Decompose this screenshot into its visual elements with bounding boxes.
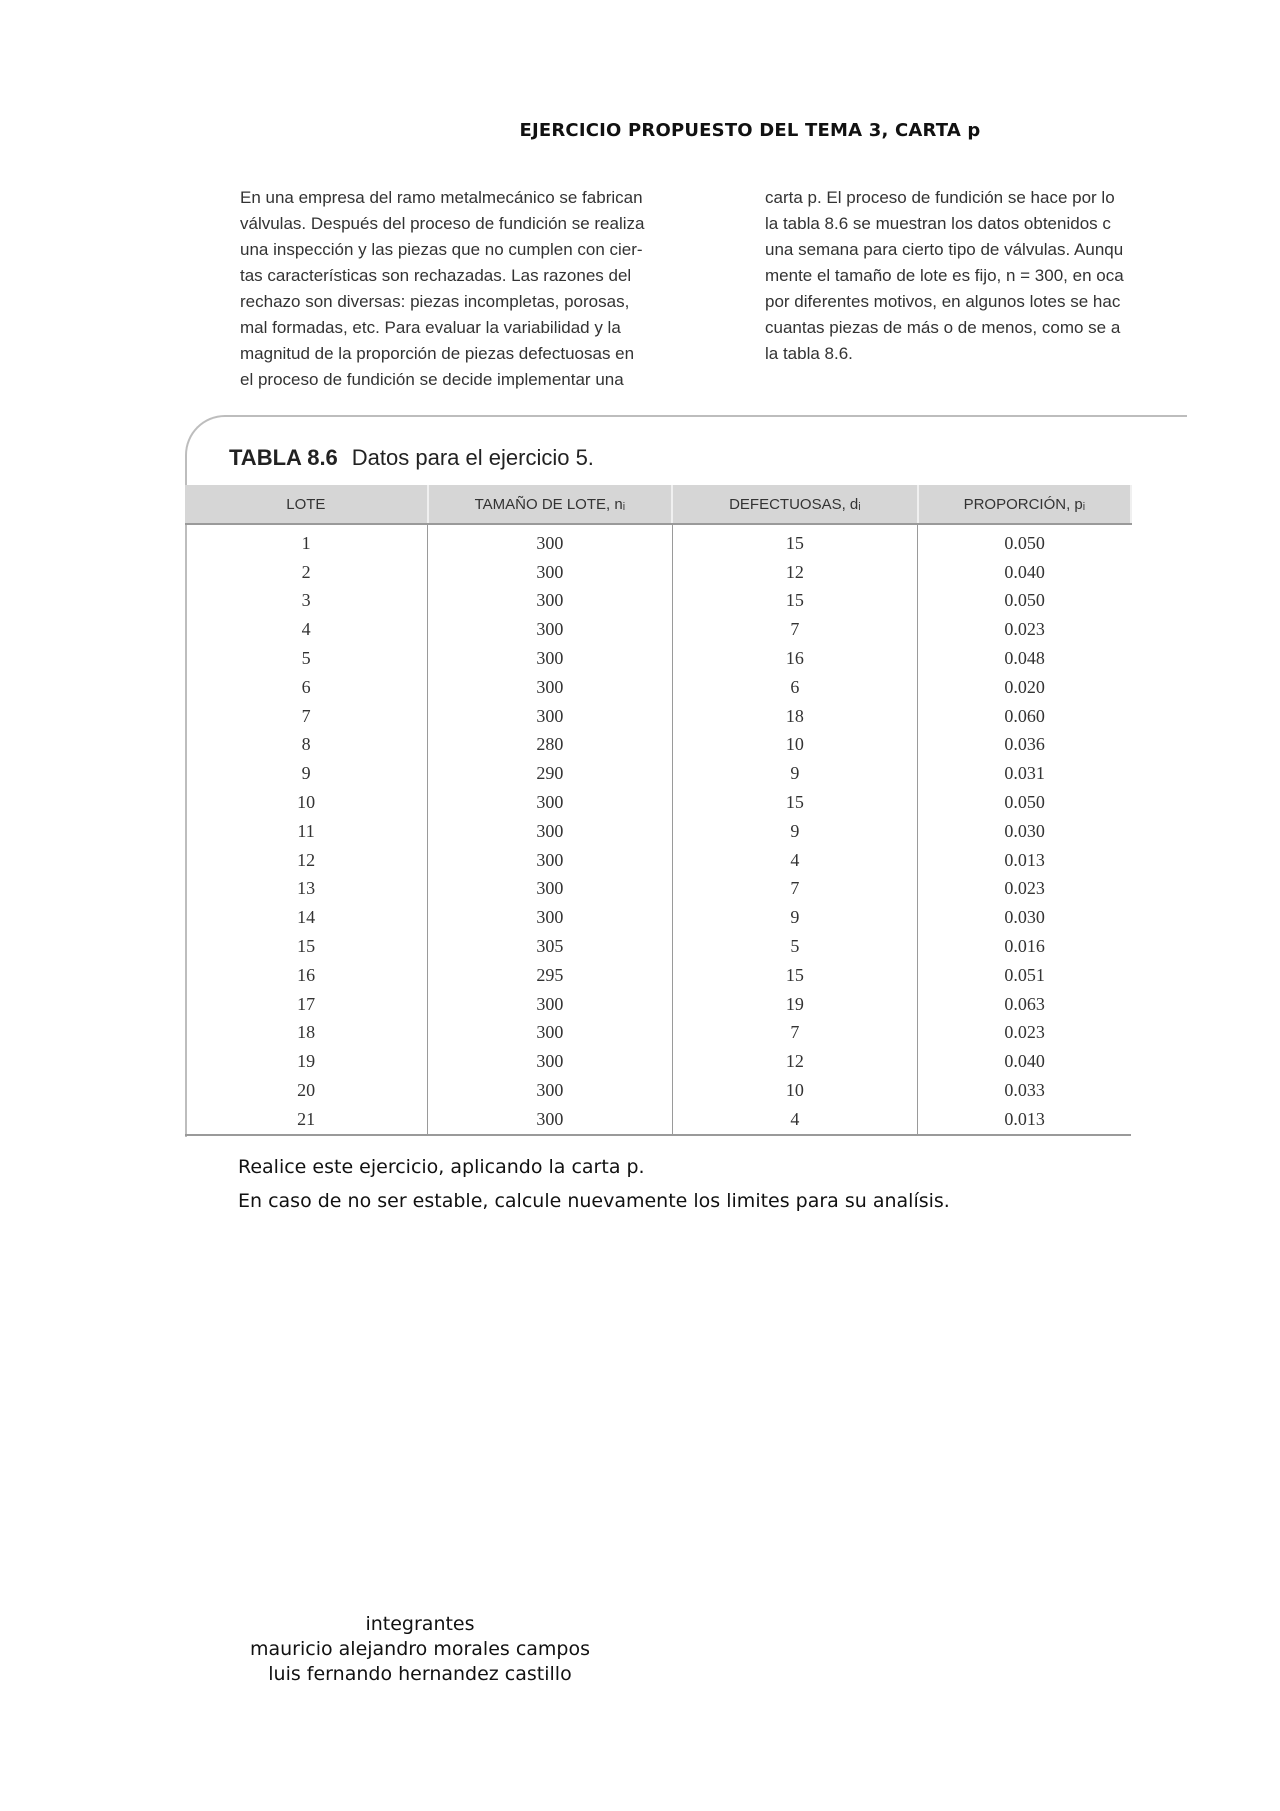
cell-lote: 19 (185, 1047, 428, 1076)
cell-tamano: 300 (428, 524, 672, 558)
cell-defectuosas: 9 (672, 903, 918, 932)
cell-defectuosas: 7 (672, 615, 918, 644)
cell-tamano: 300 (428, 673, 672, 702)
table-row (185, 644, 1131, 673)
cell-defectuosas: 10 (672, 731, 918, 760)
cell-defectuosas: 10 (672, 1076, 918, 1105)
intro-line: la tabla 8.6 se muestran los datos obtenidos c (765, 214, 1111, 233)
cell-proporcion: 0.033 (1004, 1080, 1045, 1101)
cell-lote: 8 (185, 731, 428, 760)
cell-defectuosas: 12 (672, 1047, 918, 1076)
instruction-line: En caso de no ser estable, calcule nuevamente los limites para su analísis. (238, 1190, 950, 1212)
intro-line: cuantas piezas de más o de menos, como se a (765, 318, 1121, 337)
cell-tamano: 300 (428, 558, 672, 587)
cell-lote: 17 (185, 990, 428, 1019)
table-row (185, 587, 1131, 616)
instruction-line: Realice este ejercicio, aplicando la carta p. (238, 1156, 645, 1178)
table-header-row (185, 485, 1131, 524)
cell-proporcion: 0.050 (1004, 590, 1045, 611)
table-row (185, 759, 1131, 788)
intro-line: tas características son rechazadas. Las razones del (240, 266, 632, 285)
table-row (185, 1019, 1131, 1048)
cell-tamano: 300 (428, 1105, 672, 1135)
cell-lote: 14 (185, 903, 428, 932)
cell-proporcion: 0.030 (1004, 907, 1045, 928)
intro-line: una semana para cierto tipo de válvulas. Aunqu (765, 240, 1124, 259)
cell-defectuosas: 18 (672, 702, 918, 731)
cell-lote: 16 (185, 961, 428, 990)
cell-lote: 11 (185, 817, 428, 846)
table-caption-text: Datos para el ejercicio 5. (351, 445, 594, 470)
intro-line: En una empresa del ramo metalmecánico se fabrican (240, 188, 643, 207)
table-caption-number: TABLA 8.6 (229, 445, 338, 470)
cell-proporcion: 0.030 (1004, 820, 1045, 841)
column-header-defectuosas: DEFECTUOSAS, dᵢ (672, 485, 918, 524)
column-header-tamano: TAMAÑO DE LOTE, nᵢ (428, 485, 672, 524)
cell-proporcion: 0.060 (1004, 705, 1045, 726)
cell-defectuosas: 7 (672, 875, 918, 904)
table-row (185, 961, 1131, 990)
cell-tamano: 300 (428, 903, 672, 932)
cell-defectuosas: 4 (672, 846, 918, 875)
cell-tamano: 300 (428, 1076, 672, 1105)
cell-tamano: 300 (428, 615, 672, 644)
cell-lote: 13 (185, 875, 428, 904)
intro-line: la tabla 8.6. (765, 344, 853, 363)
cell-proporcion: 0.023 (1004, 878, 1045, 899)
table-row (185, 558, 1131, 587)
cell-proporcion: 0.040 (1004, 561, 1045, 582)
intro-line: mal formadas, etc. Para evaluar la variabilidad y la (240, 318, 621, 337)
cell-lote: 12 (185, 846, 428, 875)
intro-line: por diferentes motivos, en algunos lotes se hac (765, 292, 1121, 311)
cell-tamano: 300 (428, 587, 672, 616)
cell-lote: 7 (185, 702, 428, 731)
team-heading: integrantes (365, 1613, 475, 1635)
cell-proporcion: 0.063 (1004, 993, 1045, 1014)
cell-lote: 3 (185, 587, 428, 616)
team-member: luis fernando hernandez castillo (268, 1663, 572, 1685)
cell-lote: 9 (185, 759, 428, 788)
cell-proporcion: 0.013 (1004, 849, 1045, 870)
intro-line: válvulas. Después del proceso de fundición se realiza (240, 214, 645, 233)
table-row (185, 846, 1131, 875)
cell-tamano: 295 (428, 961, 672, 990)
cell-proporcion: 0.048 (1004, 648, 1045, 669)
cell-lote: 5 (185, 644, 428, 673)
cell-proporcion: 0.040 (1004, 1051, 1045, 1072)
table-body (185, 524, 1131, 1135)
table-row (185, 615, 1131, 644)
cell-defectuosas: 16 (672, 644, 918, 673)
table-row (185, 903, 1131, 932)
cell-lote: 15 (185, 932, 428, 961)
cell-defectuosas: 9 (672, 817, 918, 846)
cell-tamano: 300 (428, 846, 672, 875)
cell-lote: 10 (185, 788, 428, 817)
cell-proporcion: 0.013 (918, 1105, 1131, 1135)
cell-tamano: 300 (428, 1019, 672, 1048)
intro-line: el proceso de fundición se decide implementar una (240, 370, 624, 389)
table-row (185, 990, 1131, 1019)
cell-proporcion: 0.050 (1004, 792, 1045, 813)
cell-lote: 20 (185, 1076, 428, 1105)
scanned-textbook-excerpt (185, 180, 1130, 1145)
cell-lote: 21 (185, 1105, 428, 1135)
table-row (185, 673, 1131, 702)
cell-tamano: 300 (428, 875, 672, 904)
cell-proporcion: 0.023 (1004, 1022, 1045, 1043)
table-frame (185, 415, 1187, 1137)
table-row (185, 1105, 1131, 1135)
cell-defectuosas: 12 (672, 558, 918, 587)
cell-proporcion: 0.031 (1004, 763, 1045, 784)
intro-right-column (765, 185, 1185, 367)
cell-tamano: 300 (428, 702, 672, 731)
cell-defectuosas: 15 (672, 524, 918, 558)
cell-tamano: 300 (428, 1047, 672, 1076)
cell-tamano: 300 (428, 788, 672, 817)
table-caption (229, 445, 594, 471)
cell-defectuosas: 9 (672, 759, 918, 788)
cell-defectuosas: 7 (672, 1019, 918, 1048)
column-header-proporcion: PROPORCIÓN, pᵢ (918, 485, 1131, 524)
cell-proporcion: 0.051 (1004, 964, 1045, 985)
cell-proporcion: 0.050 (1004, 532, 1045, 553)
intro-left-column (240, 185, 680, 393)
table-row (185, 788, 1131, 817)
table-row (185, 817, 1131, 846)
cell-proporcion: 0.016 (1004, 936, 1045, 957)
table-row (185, 524, 1131, 558)
intro-line: rechazo son diversas: piezas incompletas, porosas, (240, 292, 630, 311)
cell-defectuosas: 4 (672, 1105, 918, 1135)
intro-line: carta p. El proceso de fundición se hace por lo (765, 188, 1115, 207)
cell-proporcion: 0.020 (1004, 676, 1045, 697)
cell-proporcion: 0.023 (1004, 619, 1045, 640)
cell-defectuosas: 15 (672, 587, 918, 616)
table-row (185, 1076, 1131, 1105)
page-title: EJERCICIO PROPUESTO DEL TEMA 3, CARTA p (519, 120, 981, 141)
cell-lote: 18 (185, 1019, 428, 1048)
table-row (185, 702, 1131, 731)
intro-text (185, 180, 1130, 400)
cell-lote: 1 (185, 524, 428, 558)
table-row (185, 875, 1131, 904)
cell-tamano: 305 (428, 932, 672, 961)
instructions (238, 1150, 950, 1218)
intro-line: magnitud de la proporción de piezas defectuosas en (240, 344, 635, 363)
cell-lote: 2 (185, 558, 428, 587)
cell-proporcion: 0.036 (1004, 734, 1045, 755)
cell-defectuosas: 5 (672, 932, 918, 961)
data-table (185, 485, 1132, 1136)
cell-lote: 6 (185, 673, 428, 702)
cell-tamano: 300 (428, 990, 672, 1019)
team-member: mauricio alejandro morales campos (249, 1638, 591, 1660)
cell-defectuosas: 15 (672, 788, 918, 817)
team-members (240, 1612, 600, 1685)
cell-tamano: 290 (428, 759, 672, 788)
table-row (185, 1047, 1131, 1076)
cell-defectuosas: 19 (672, 990, 918, 1019)
cell-tamano: 300 (428, 644, 672, 673)
cell-defectuosas: 6 (672, 673, 918, 702)
column-header-lote: LOTE (185, 485, 428, 524)
intro-line: mente el tamaño de lote es fijo, n = 300, en oca (765, 266, 1124, 285)
cell-tamano: 280 (428, 731, 672, 760)
intro-line: una inspección y las piezas que no cumplen con cier- (240, 240, 643, 259)
table-row (185, 932, 1131, 961)
cell-lote: 4 (185, 615, 428, 644)
table-row (185, 731, 1131, 760)
cell-tamano: 300 (428, 817, 672, 846)
cell-defectuosas: 15 (672, 961, 918, 990)
